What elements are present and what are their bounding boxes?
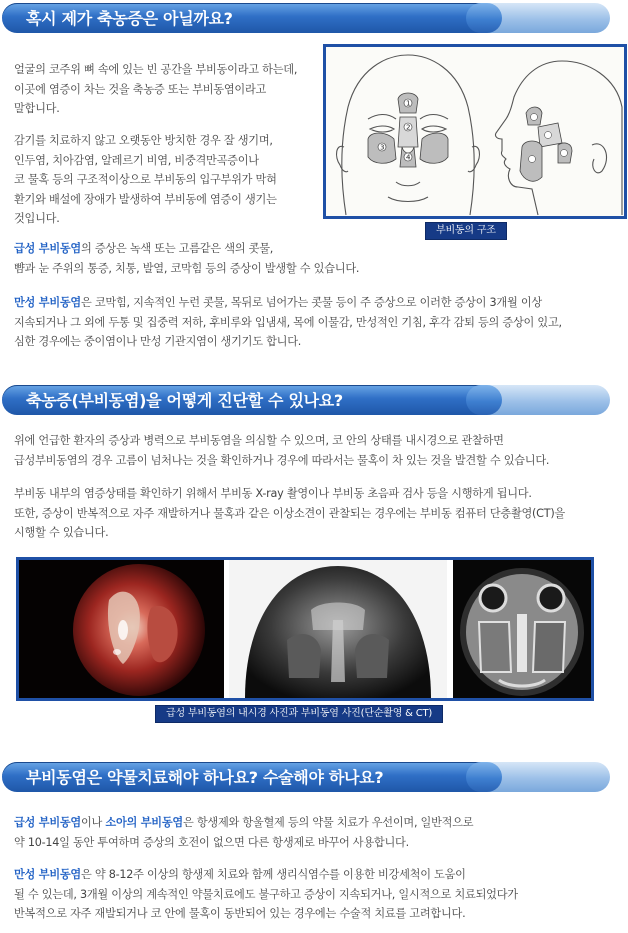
text-line: 말합니다.	[14, 102, 60, 115]
text-line: 뺨과 눈 주위의 통증, 치통, 발열, 코막힘 등의 증상이 발생할 수 있습니다.	[14, 261, 360, 275]
text-line: 얼굴의 코주위 뼈 속에 있는 빈 공간을 부비동이라고 하는데,	[14, 63, 298, 76]
text-line: 시행할 수 있습니다.	[14, 526, 109, 539]
text-span: 이나	[81, 816, 106, 829]
text-line: 위에 언급한 환자의 증상과 병력으로 부비동염을 의심할 수 있으며, 코 안의 상태를 내시경으로 관찰하면	[14, 434, 504, 447]
text-line: 또한, 증상이 반복적으로 자주 재발하거나 물혹과 같은 이상소견이 관찰되는 경우에는 부비동 컴퓨터 단층촬영(CT)을	[14, 506, 565, 520]
xray-photo	[229, 560, 447, 698]
text-line: 될 수 있는데, 3개월 이상의 계속적인 약물치료에도 불구하고 증상이 지속되거나, 일시적으로 치료되었다가	[14, 887, 518, 901]
text-line: 이곳에 염증이 차는 것을 축농증 또는 부비동염이라고	[14, 82, 267, 96]
text-line: 환기와 배설에 장애가 발생하여 부비동에 염증이 생기는	[14, 192, 277, 206]
figure-label: 1	[406, 99, 411, 108]
section3-title: 부비동염은 약물치료해야 하나요? 수술해야 하나요?	[26, 768, 384, 787]
figure-caption: 부비동의 구조	[425, 222, 507, 240]
ct-photo	[453, 560, 591, 698]
section2-title: 축농증(부비동염)을 어떻게 진단할 수 있나요?	[26, 391, 343, 410]
section1-title: 혹시 제가 축농증은 아닐까요?	[26, 9, 233, 28]
text-line	[14, 239, 359, 259]
endoscope-photo	[19, 560, 224, 698]
text-span: 은 약 8-12주 이상의 항생제 치료와 함께 생리식염수를 이용한 비강세척이 도움이	[81, 868, 466, 881]
text-span: 은 코막힘, 지속적인 누런 콧물, 목뒤로 넘어가는 콧물 등이 주 증상으로 이러한 증상이 3개월 이상	[81, 296, 542, 309]
text-line: 코 물혹 등의 구조적이상으로 부비동의 입구부위가 막혀	[14, 173, 277, 186]
text-span: 의 증상은 녹색 또는 고름같은 색의 콧물,	[81, 242, 274, 255]
figure-label: 4	[406, 153, 411, 162]
section3-chronic	[14, 865, 518, 924]
text-line: 부비동 내부의 염증상태를 확인하기 위해서 부비동 X-ray 촬영이나 부비동 초음파 검사 등을 시행하게 됩니다.	[14, 487, 532, 500]
acute-term: 급성 부비동염	[14, 242, 81, 255]
section2-header	[0, 382, 628, 418]
text-line: 것입니다.	[14, 212, 60, 225]
text-line	[14, 813, 473, 833]
section1-intro	[14, 60, 297, 119]
sinus-structure-figure	[323, 44, 627, 219]
chronic-term: 만성 부비동염	[14, 868, 81, 881]
text-line: 심한 경우에는 중이염이나 만성 기관지염이 생기기도 합니다.	[14, 335, 302, 348]
acute-term: 급성 부비동염	[14, 816, 81, 829]
section3-acute	[14, 813, 473, 852]
text-line: 감기를 치료하지 않고 오랫동안 방치한 경우 잘 생기며,	[14, 134, 273, 147]
section2-para1	[14, 431, 549, 470]
child-term: 소아의 부비동염	[105, 816, 183, 829]
header-knob	[466, 762, 502, 792]
text-line	[14, 865, 518, 885]
text-line: 반복적으로 자주 재발되거나 코 안에 물혹이 동반되어 있는 경우에는 수술적 치료를 고려합니다.	[14, 907, 466, 920]
section1-acute	[14, 239, 359, 278]
photo-strip-images	[19, 560, 591, 698]
figure-label: 2	[406, 123, 411, 132]
section3-header	[0, 759, 628, 795]
text-line: 약 10-14일 동안 투여하며 증상의 호전이 없으면 다른 항생제로 바꾸어 사용합니다.	[14, 835, 409, 849]
section2-para2	[14, 484, 565, 543]
text-line	[14, 293, 562, 313]
header-knob	[466, 385, 502, 415]
section1-chronic	[14, 293, 562, 352]
text-line: 급성부비동염의 경우 고름이 넘처나는 것을 확인하거나 경우에 따라서는 물혹이 차 있는 것을 발견할 수 있습니다.	[14, 453, 550, 467]
section1-cause	[14, 131, 277, 229]
sinus-illustration	[326, 47, 624, 216]
section1-header	[0, 0, 628, 36]
text-line: 지속되거나 그 외에 두통 및 집중력 저하, 후비루와 입냄새, 목에 이물감, 만성적인 기침, 후각 감퇴 등의 증상이 있고,	[14, 315, 562, 329]
chronic-term: 만성 부비동염	[14, 296, 81, 309]
text-span: 은 항생제와 항울혈제 등의 약물 치료가 우선이며, 일반적으로	[182, 816, 474, 829]
figure-label: 3	[380, 143, 385, 152]
header-knob	[466, 3, 502, 33]
text-line: 인두염, 치아감염, 알레르기 비염, 비중격만곡증이나	[14, 153, 259, 167]
photo-caption: 급성 부비동염의 내시경 사진과 부비동염 사진(단순촬영 & CT)	[155, 705, 443, 723]
diagnostic-photos	[16, 557, 594, 701]
